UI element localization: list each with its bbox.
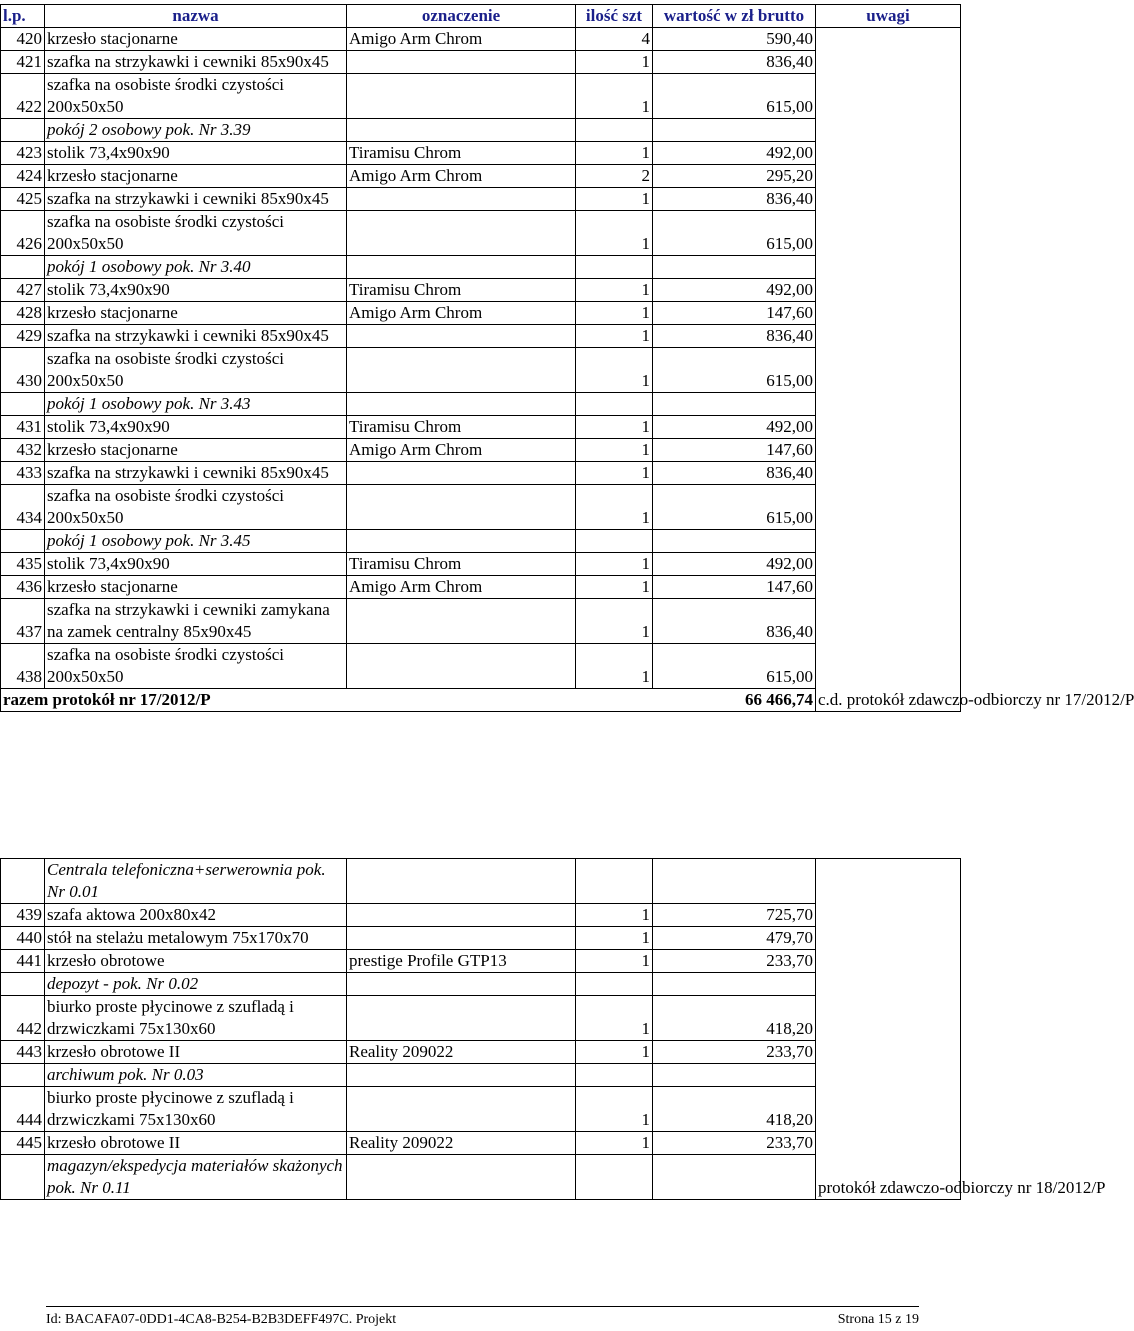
empty-cell [347, 859, 576, 904]
row-wartosc: 492,00 [653, 142, 816, 165]
row-nazwa: szafka na strzykawki i cewniki 85x90x45 [45, 462, 347, 485]
row-oznaczenie: Amigo Arm Chrom [347, 576, 576, 599]
row-lp: 440 [1, 927, 45, 950]
row-ilosc: 1 [576, 439, 653, 462]
row-oznaczenie [347, 188, 576, 211]
row-ilosc: 1 [576, 462, 653, 485]
empty-cell [347, 256, 576, 279]
row-nazwa: krzesło obrotowe II [45, 1041, 347, 1064]
row-lp: 424 [1, 165, 45, 188]
row-nazwa: stolik 73,4x90x90 [45, 279, 347, 302]
row-lp: 445 [1, 1132, 45, 1155]
row-lp: 425 [1, 188, 45, 211]
row-ilosc: 1 [576, 51, 653, 74]
room-label: pokój 1 osobowy pok. Nr 3.43 [45, 393, 347, 416]
empty-cell [347, 530, 576, 553]
row-nazwa: szafa aktowa 200x80x42 [45, 904, 347, 927]
row-oznaczenie [347, 325, 576, 348]
header-wartosc: wartość w zł brutto [653, 5, 816, 28]
row-lp: 423 [1, 142, 45, 165]
room-lp-cell [1, 859, 45, 904]
row-ilosc: 1 [576, 348, 653, 393]
row-nazwa: krzesło stacjonarne [45, 302, 347, 325]
room-lp-cell [1, 973, 45, 996]
row-oznaczenie: Reality 209022 [347, 1132, 576, 1155]
row-lp: 434 [1, 485, 45, 530]
row-lp: 431 [1, 416, 45, 439]
row-ilosc: 1 [576, 302, 653, 325]
row-wartosc: 479,70 [653, 927, 816, 950]
row-oznaczenie [347, 644, 576, 689]
row-wartosc: 418,20 [653, 1087, 816, 1132]
row-ilosc: 2 [576, 165, 653, 188]
row-oznaczenie: Tiramisu Chrom [347, 416, 576, 439]
row-lp: 421 [1, 51, 45, 74]
row-wartosc: 836,40 [653, 325, 816, 348]
row-ilosc: 1 [576, 211, 653, 256]
room-label: Centrala telefoniczna+serwerownia pok. Nr 0.01 [45, 859, 347, 904]
total-value: 66 466,74 [653, 689, 816, 712]
row-wartosc: 492,00 [653, 416, 816, 439]
row-ilosc: 1 [576, 325, 653, 348]
room-lp-cell [1, 256, 45, 279]
row-ilosc: 1 [576, 599, 653, 644]
row-ilosc: 1 [576, 416, 653, 439]
row-lp: 437 [1, 599, 45, 644]
row-wartosc: 233,70 [653, 950, 816, 973]
document-id: Id: BACAFA07-0DD1-4CA8-B254-B2B3DEFF497C. Projekt [46, 1312, 397, 1327]
empty-cell [653, 973, 816, 996]
inventory-table-protocol-17 [0, 4, 1134, 712]
row-nazwa: krzesło stacjonarne [45, 439, 347, 462]
row-lp: 435 [1, 553, 45, 576]
row-oznaczenie: Amigo Arm Chrom [347, 28, 576, 51]
row-ilosc: 4 [576, 28, 653, 51]
row-lp: 429 [1, 325, 45, 348]
empty-cell [576, 256, 653, 279]
row-oznaczenie: Reality 209022 [347, 1041, 576, 1064]
empty-cell [653, 1155, 816, 1200]
room-lp-cell [1, 530, 45, 553]
row-ilosc: 1 [576, 576, 653, 599]
row-wartosc: 615,00 [653, 211, 816, 256]
empty-cell [347, 1155, 576, 1200]
row-wartosc: 836,40 [653, 51, 816, 74]
empty-cell [576, 119, 653, 142]
row-nazwa: stolik 73,4x90x90 [45, 416, 347, 439]
header-uwagi: uwagi [816, 5, 961, 28]
row-lp: 439 [1, 904, 45, 927]
empty-cell [653, 1064, 816, 1087]
row-ilosc: 1 [576, 1087, 653, 1132]
empty-cell [576, 1155, 653, 1200]
row-oznaczenie: Tiramisu Chrom [347, 279, 576, 302]
header-ilosc: ilość szt [576, 5, 653, 28]
room-row [1, 859, 961, 904]
row-wartosc: 590,40 [653, 28, 816, 51]
remark-cell: protokół zdawczo-odbiorczy nr 18/2012/P [816, 859, 961, 1200]
row-oznaczenie: Amigo Arm Chrom [347, 439, 576, 462]
row-lp: 436 [1, 576, 45, 599]
page-footer [46, 1306, 919, 1327]
empty-cell [576, 530, 653, 553]
row-oznaczenie [347, 462, 576, 485]
row-oznaczenie [347, 1087, 576, 1132]
row-lp: 442 [1, 996, 45, 1041]
row-lp: 427 [1, 279, 45, 302]
row-lp: 433 [1, 462, 45, 485]
inventory-table-protocol-18 [0, 858, 1106, 1200]
row-ilosc: 1 [576, 553, 653, 576]
row-wartosc: 233,70 [653, 1041, 816, 1064]
row-wartosc: 147,60 [653, 302, 816, 325]
row-oznaczenie [347, 348, 576, 393]
row-ilosc: 1 [576, 996, 653, 1041]
row-oznaczenie: Tiramisu Chrom [347, 553, 576, 576]
row-oznaczenie [347, 904, 576, 927]
room-lp-cell [1, 119, 45, 142]
page-number: Strona 15 z 19 [837, 1312, 919, 1327]
row-wartosc: 233,70 [653, 1132, 816, 1155]
room-lp-cell [1, 1064, 45, 1087]
empty-cell [347, 393, 576, 416]
row-wartosc: 492,00 [653, 553, 816, 576]
row-nazwa: szafka na strzykawki i cewniki 85x90x45 [45, 51, 347, 74]
total-label: razem protokół nr 17/2012/P [1, 689, 653, 712]
row-ilosc: 1 [576, 1041, 653, 1064]
empty-cell [653, 530, 816, 553]
row-nazwa: krzesło stacjonarne [45, 576, 347, 599]
row-ilosc: 1 [576, 279, 653, 302]
row-nazwa: szafka na osobiste środki czystości 200x50x50 [45, 644, 347, 689]
row-lp: 422 [1, 74, 45, 119]
row-wartosc: 615,00 [653, 74, 816, 119]
row-nazwa: stolik 73,4x90x90 [45, 142, 347, 165]
row-wartosc: 725,70 [653, 904, 816, 927]
room-label: magazyn/ekspedycja materiałów skażonych pok. Nr 0.11 [45, 1155, 347, 1200]
row-nazwa: krzesło stacjonarne [45, 165, 347, 188]
row-ilosc: 1 [576, 485, 653, 530]
header-lp: l.p. [1, 5, 45, 28]
row-nazwa: szafka na osobiste środki czystości 200x50x50 [45, 485, 347, 530]
remark-cell: c.d. protokół zdawczo-odbiorczy nr 17/2012/P [816, 28, 961, 712]
row-ilosc: 1 [576, 950, 653, 973]
row-ilosc: 1 [576, 74, 653, 119]
row-lp: 428 [1, 302, 45, 325]
room-lp-cell [1, 1155, 45, 1200]
row-oznaczenie [347, 51, 576, 74]
empty-cell [576, 859, 653, 904]
row-lp: 426 [1, 211, 45, 256]
room-label: pokój 1 osobowy pok. Nr 3.45 [45, 530, 347, 553]
row-ilosc: 1 [576, 927, 653, 950]
row-ilosc: 1 [576, 644, 653, 689]
row-nazwa: biurko proste płycinowe z szufladą i drzwiczkami 75x130x60 [45, 996, 347, 1041]
row-lp: 420 [1, 28, 45, 51]
row-wartosc: 615,00 [653, 644, 816, 689]
room-label: archiwum pok. Nr 0.03 [45, 1064, 347, 1087]
row-nazwa: szafka na strzykawki i cewniki 85x90x45 [45, 188, 347, 211]
room-lp-cell [1, 393, 45, 416]
row-ilosc: 1 [576, 1132, 653, 1155]
row-lp: 444 [1, 1087, 45, 1132]
table-header-row [1, 5, 961, 28]
row-wartosc: 295,20 [653, 165, 816, 188]
row-lp: 432 [1, 439, 45, 462]
room-label: pokój 1 osobowy pok. Nr 3.40 [45, 256, 347, 279]
header-nazwa: nazwa [45, 5, 347, 28]
row-wartosc: 615,00 [653, 485, 816, 530]
table-row [1, 28, 961, 51]
row-lp: 430 [1, 348, 45, 393]
row-ilosc: 1 [576, 904, 653, 927]
row-wartosc: 147,60 [653, 576, 816, 599]
row-wartosc: 836,40 [653, 188, 816, 211]
row-nazwa: stół na stelażu metalowym 75x170x70 [45, 927, 347, 950]
row-nazwa: krzesło obrotowe II [45, 1132, 347, 1155]
row-nazwa: krzesło obrotowe [45, 950, 347, 973]
row-oznaczenie: Amigo Arm Chrom [347, 165, 576, 188]
empty-cell [653, 256, 816, 279]
row-nazwa: szafka na osobiste środki czystości 200x50x50 [45, 74, 347, 119]
row-oznaczenie [347, 485, 576, 530]
empty-cell [576, 1064, 653, 1087]
row-wartosc: 836,40 [653, 599, 816, 644]
empty-cell [347, 1064, 576, 1087]
row-oznaczenie [347, 996, 576, 1041]
empty-cell [576, 973, 653, 996]
row-lp: 438 [1, 644, 45, 689]
header-oznaczenie: oznaczenie [347, 5, 576, 28]
row-ilosc: 1 [576, 188, 653, 211]
row-wartosc: 418,20 [653, 996, 816, 1041]
empty-cell [653, 119, 816, 142]
row-wartosc: 615,00 [653, 348, 816, 393]
row-nazwa: krzesło stacjonarne [45, 28, 347, 51]
row-wartosc: 147,60 [653, 439, 816, 462]
row-lp: 441 [1, 950, 45, 973]
room-label: pokój 2 osobowy pok. Nr 3.39 [45, 119, 347, 142]
row-nazwa: szafka na strzykawki i cewniki zamykana na zamek centralny 85x90x45 [45, 599, 347, 644]
row-oznaczenie [347, 211, 576, 256]
empty-cell [347, 119, 576, 142]
row-nazwa: szafka na osobiste środki czystości 200x50x50 [45, 211, 347, 256]
row-nazwa: biurko proste płycinowe z szufladą i drzwiczkami 75x130x60 [45, 1087, 347, 1132]
room-label: depozyt - pok. Nr 0.02 [45, 973, 347, 996]
row-ilosc: 1 [576, 142, 653, 165]
row-wartosc: 492,00 [653, 279, 816, 302]
row-wartosc: 836,40 [653, 462, 816, 485]
row-oznaczenie: Tiramisu Chrom [347, 142, 576, 165]
row-nazwa: szafka na strzykawki i cewniki 85x90x45 [45, 325, 347, 348]
row-lp: 443 [1, 1041, 45, 1064]
row-oznaczenie [347, 927, 576, 950]
row-oznaczenie [347, 74, 576, 119]
row-oznaczenie [347, 599, 576, 644]
empty-cell [347, 973, 576, 996]
row-nazwa: szafka na osobiste środki czystości 200x50x50 [45, 348, 347, 393]
empty-cell [576, 393, 653, 416]
row-oznaczenie: Amigo Arm Chrom [347, 302, 576, 325]
row-nazwa: stolik 73,4x90x90 [45, 553, 347, 576]
row-oznaczenie: prestige Profile GTP13 [347, 950, 576, 973]
empty-cell [653, 393, 816, 416]
empty-cell [653, 859, 816, 904]
